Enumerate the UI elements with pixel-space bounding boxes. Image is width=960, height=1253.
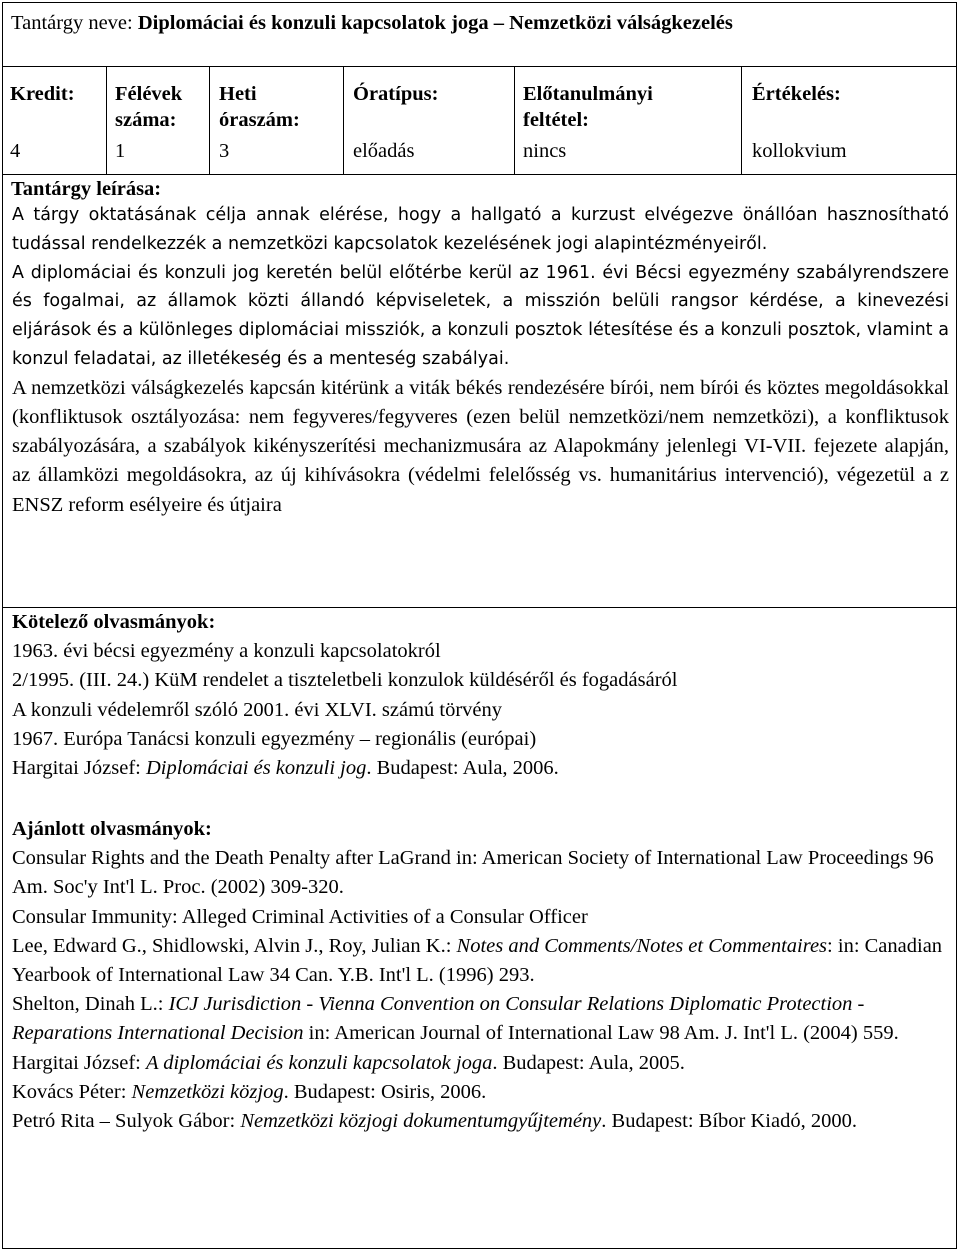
required-item: 2/1995. (III. 24.) KüM rendelet a tiszteletbeli konzulok küldéséről és fogadásáról: [12, 669, 678, 692]
recommended-heading: Ajánlott olvasmányok:: [12, 818, 212, 840]
course-title-row: [11, 10, 733, 36]
grid-line: [343, 66, 344, 174]
description-paragraph: A nemzetközi válságkezelés kapcsán kitérünk a viták békés rendezésére bírói, nem bírói és köztes megoldásokkal (konfliktusok osztályozása: nem fegyveres/fegyveres (ezen belül nemzetközi/nem nemzetközi), a konfliktusok szabályozására, a szabályok kikényszerítési mechanizmusára az Alapokmány jelenlegi VI-VII. fejezete alapján, az államközi megoldásokra, az új kihívásokra (védelmi felelősség vs. humanitárius intervenció), végezetül a z ENSZ reform esélyeire és útjaira: [12, 376, 949, 516]
required-readings: [12, 608, 952, 783]
felevek-value: 1: [115, 140, 126, 162]
felevek-label-1: Félévek: [115, 83, 183, 105]
kredit-cell: [10, 81, 75, 162]
recommended-item: Shelton, Dinah L.: ICJ Jurisdiction - Vienna Convention on Consular Relations Diplomatic Protection - Reparations International Decision in: American Journal of International Law 98 Am. J. Int'l L. (2004) 559.: [12, 993, 899, 1045]
course-sheet: [2, 2, 957, 1249]
elotanulmanyi-label-2: feltétel:: [523, 109, 589, 131]
oratipus-cell: [353, 81, 439, 162]
grid-line: [741, 66, 742, 174]
felevek-label-2: száma:: [115, 109, 177, 131]
elotanulmanyi-value: nincs: [523, 140, 567, 162]
description-paragraph: A diplomáciai és konzuli jog keretén belül előtérbe kerül az 1961. évi Bécsi egyezmény szabályrendszere és fogalmai, az államok közti állandó képviseletek, a misszión belüli rangsor kérdése, a kinevezési eljárások és a különleges diplomáciai missziók, a konzuli posztok létesítése és a konzuli posztok, vlamint a konzul feladatai, az illetékeség és a menteség szabályai.: [12, 262, 949, 369]
ertekeles-cell: [752, 81, 847, 162]
recommended-readings: [12, 815, 952, 1136]
oratipus-value: előadás: [353, 140, 415, 162]
divider-info: [3, 174, 956, 175]
description-heading: Tantárgy leírása:: [11, 178, 162, 200]
ertekeles-label: Értékelés:: [752, 83, 841, 105]
grid-line: [106, 66, 107, 174]
recommended-item: Consular Immunity: Alleged Criminal Activities of a Consular Officer: [12, 905, 588, 928]
course-title-label: Tantárgy neve:: [11, 12, 133, 34]
divider-title: [3, 66, 956, 67]
felevek-cell: [115, 81, 183, 162]
required-item: 1963. évi bécsi egyezmény a konzuli kapcsolatokról: [12, 640, 441, 663]
recommended-item: Petró Rita – Sulyok Gábor: Nemzetközi közjogi dokumentumgyűjtemény. Budapest: Bíbor Kiadó, 2000.: [12, 1110, 857, 1133]
recommended-item: Lee, Edward G., Shidlowski, Alvin J., Roy, Julian K.: Notes and Comments/Notes et Commentaires: in: Canadian Yearbook of International Law 34 Can. Y.B. Int'l L. (1996) 293.: [12, 934, 943, 987]
course-title-value: Diplomáciai és konzuli kapcsolatok joga – Nemzetközi válságkezelés: [137, 12, 733, 34]
kredit-label: Kredit:: [10, 83, 75, 105]
grid-line: [514, 66, 515, 174]
description-body: [12, 201, 949, 520]
heti-value: 3: [219, 140, 230, 162]
recommended-item: Hargitai József: A diplomáciai és konzuli kapcsolatok joga. Budapest: Aula, 2005.: [12, 1051, 685, 1074]
required-heading: Kötelező olvasmányok:: [12, 611, 216, 633]
heti-label-2: óraszám:: [219, 109, 300, 131]
ertekeles-value: kollokvium: [752, 140, 847, 162]
kredit-value: 4: [10, 140, 21, 162]
oratipus-label: Óratípus:: [353, 83, 439, 105]
description-paragraph: A tárgy oktatásának célja annak elérése, hogy a hallgató a kurzust elvégezve önállóan hasznosítható tudással rendelkezzék a nemzetközi kapcsolatok kezelésének jogi alapintézményeiről.: [12, 205, 949, 254]
grid-line: [209, 66, 210, 174]
required-item: 1967. Európa Tanácsi konzuli egyezmény – regionális (európai): [12, 727, 537, 750]
heti-cell: [219, 81, 300, 162]
elotanulmanyi-cell: [523, 81, 653, 162]
elotanulmanyi-label-1: Előtanulmányi: [523, 83, 653, 105]
required-item: Hargitai József: Diplomáciai és konzuli jog. Budapest: Aula, 2006.: [12, 757, 559, 780]
recommended-item: Consular Rights and the Death Penalty after LaGrand in: American Society of International Law Proceedings 96 Am. Soc'y Int'l L. Proc. (2002) 309-320.: [12, 847, 934, 899]
recommended-item: Kovács Péter: Nemzetközi közjog. Budapest: Osiris, 2006.: [12, 1080, 487, 1103]
required-item: A konzuli védelemről szóló 2001. évi XLVI. számú törvény: [12, 698, 503, 721]
heti-label-1: Heti: [219, 83, 257, 105]
